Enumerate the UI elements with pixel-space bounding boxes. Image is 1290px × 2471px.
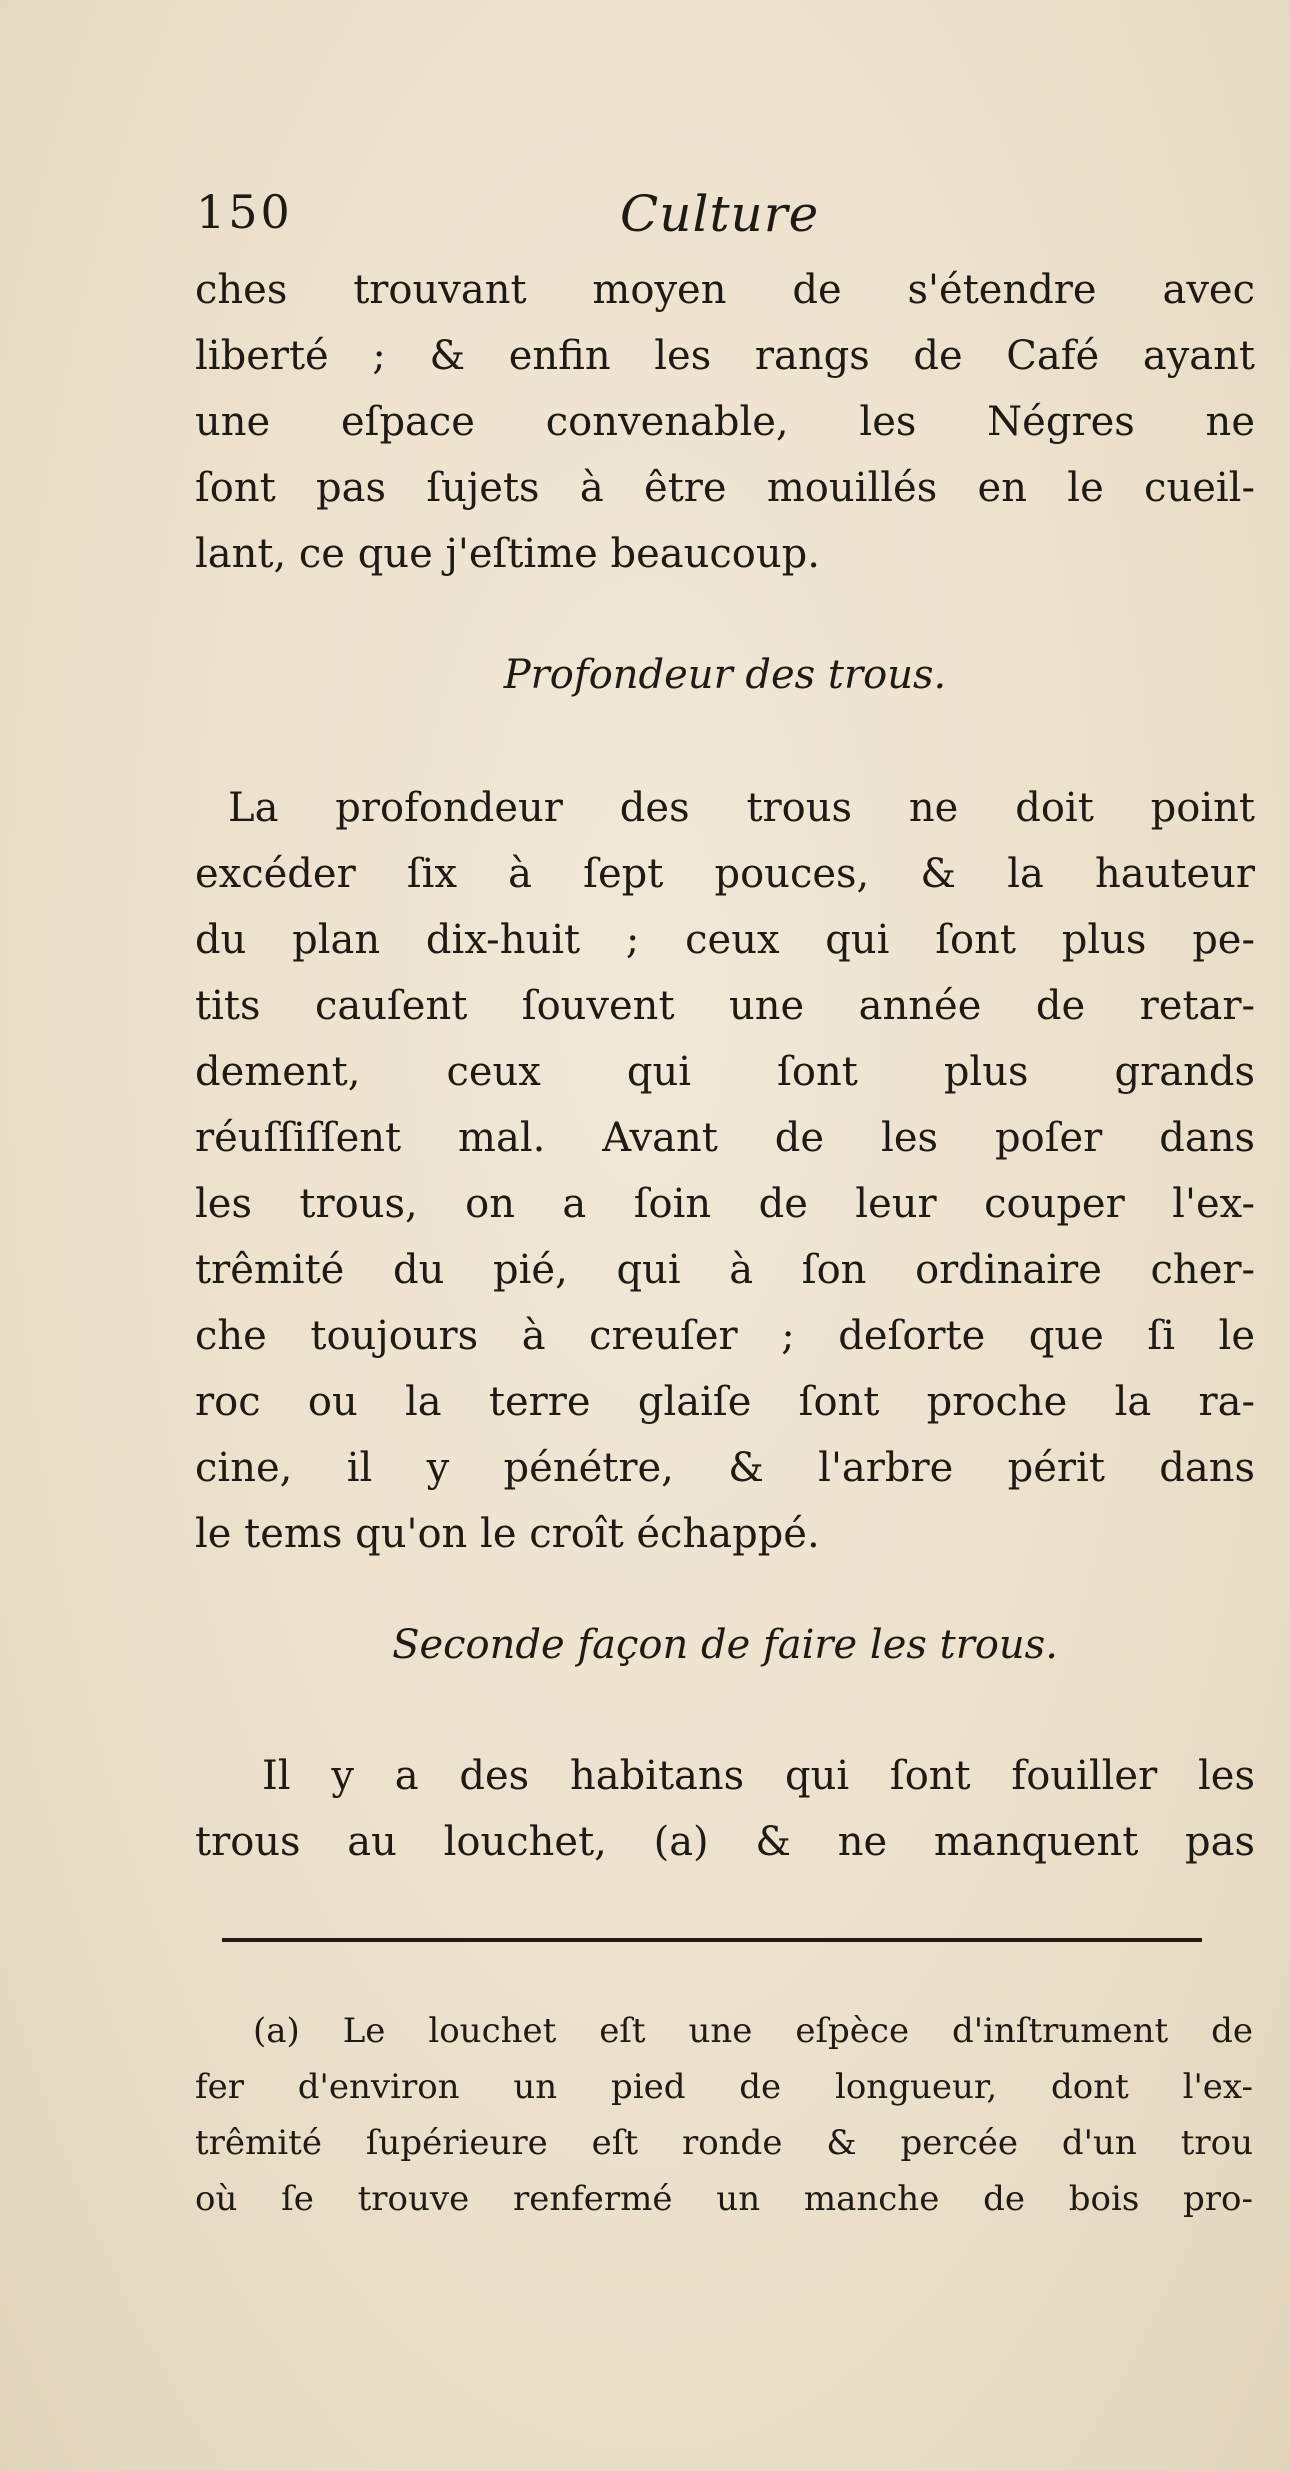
text-line: roc ou la terre glaiſe ſont proche la ra- xyxy=(195,1379,1255,1425)
section-heading: Seconde façon de faire les trous. xyxy=(392,1622,1058,1668)
text-line: une eſpace convenable, les Négres ne xyxy=(195,399,1255,445)
section-heading: Profondeur des trous. xyxy=(503,652,947,698)
text-line: du plan dix-huit ; ceux qui ſont plus pe- xyxy=(195,917,1255,963)
text-line: liberté ; & enfin les rangs de Café ayant xyxy=(195,333,1255,379)
footnote-line: où ſe trouve renfermé un manche de bois pro- xyxy=(195,2179,1253,2219)
text-line: La profondeur des trous ne doit point xyxy=(228,785,1255,831)
text-line: trous au louchet, (a) & ne manquent pas xyxy=(195,1819,1255,1865)
page-number: 150 xyxy=(196,185,293,239)
footnote-line: trêmité ſupérieure eſt ronde & percée d'un trou xyxy=(195,2123,1253,2163)
text-line: les trous, on a ſoin de leur couper l'ex- xyxy=(195,1181,1255,1227)
page-header xyxy=(196,185,1256,255)
running-title: Culture xyxy=(620,185,820,243)
text-line: che toujours à creuſer ; deſorte que ſi le xyxy=(195,1313,1255,1359)
text-line: tits cauſent ſouvent une année de retar- xyxy=(195,983,1255,1029)
text-line: lant, ce que j'eſtime beaucoup. xyxy=(195,531,820,577)
text-line: ches trouvant moyen de s'étendre avec xyxy=(195,267,1255,313)
text-line: ſont pas ſujets à être mouillés en le cueil- xyxy=(195,465,1255,511)
text-line: dement, ceux qui ſont plus grands xyxy=(195,1049,1255,1095)
text-line: cine, il y pénétre, & l'arbre périt dans xyxy=(195,1445,1255,1491)
text-line: le tems qu'on le croît échappé. xyxy=(195,1511,820,1557)
text-line: trêmité du pié, qui à ſon ordinaire cher- xyxy=(195,1247,1255,1293)
text-line: Il y a des habitans qui ſont fouiller les xyxy=(262,1753,1255,1799)
footnote-line: (a) Le louchet eſt une eſpèce d'inſtrument de xyxy=(253,2011,1253,2051)
footnote-separator xyxy=(222,1938,1202,1942)
text-line: réuſſiſſent mal. Avant de les poſer dans xyxy=(195,1115,1255,1161)
footnote-line: fer d'environ un pied de longueur, dont l'ex- xyxy=(195,2067,1253,2107)
text-line: excéder ſix à ſept pouces, & la hauteur xyxy=(195,851,1255,897)
